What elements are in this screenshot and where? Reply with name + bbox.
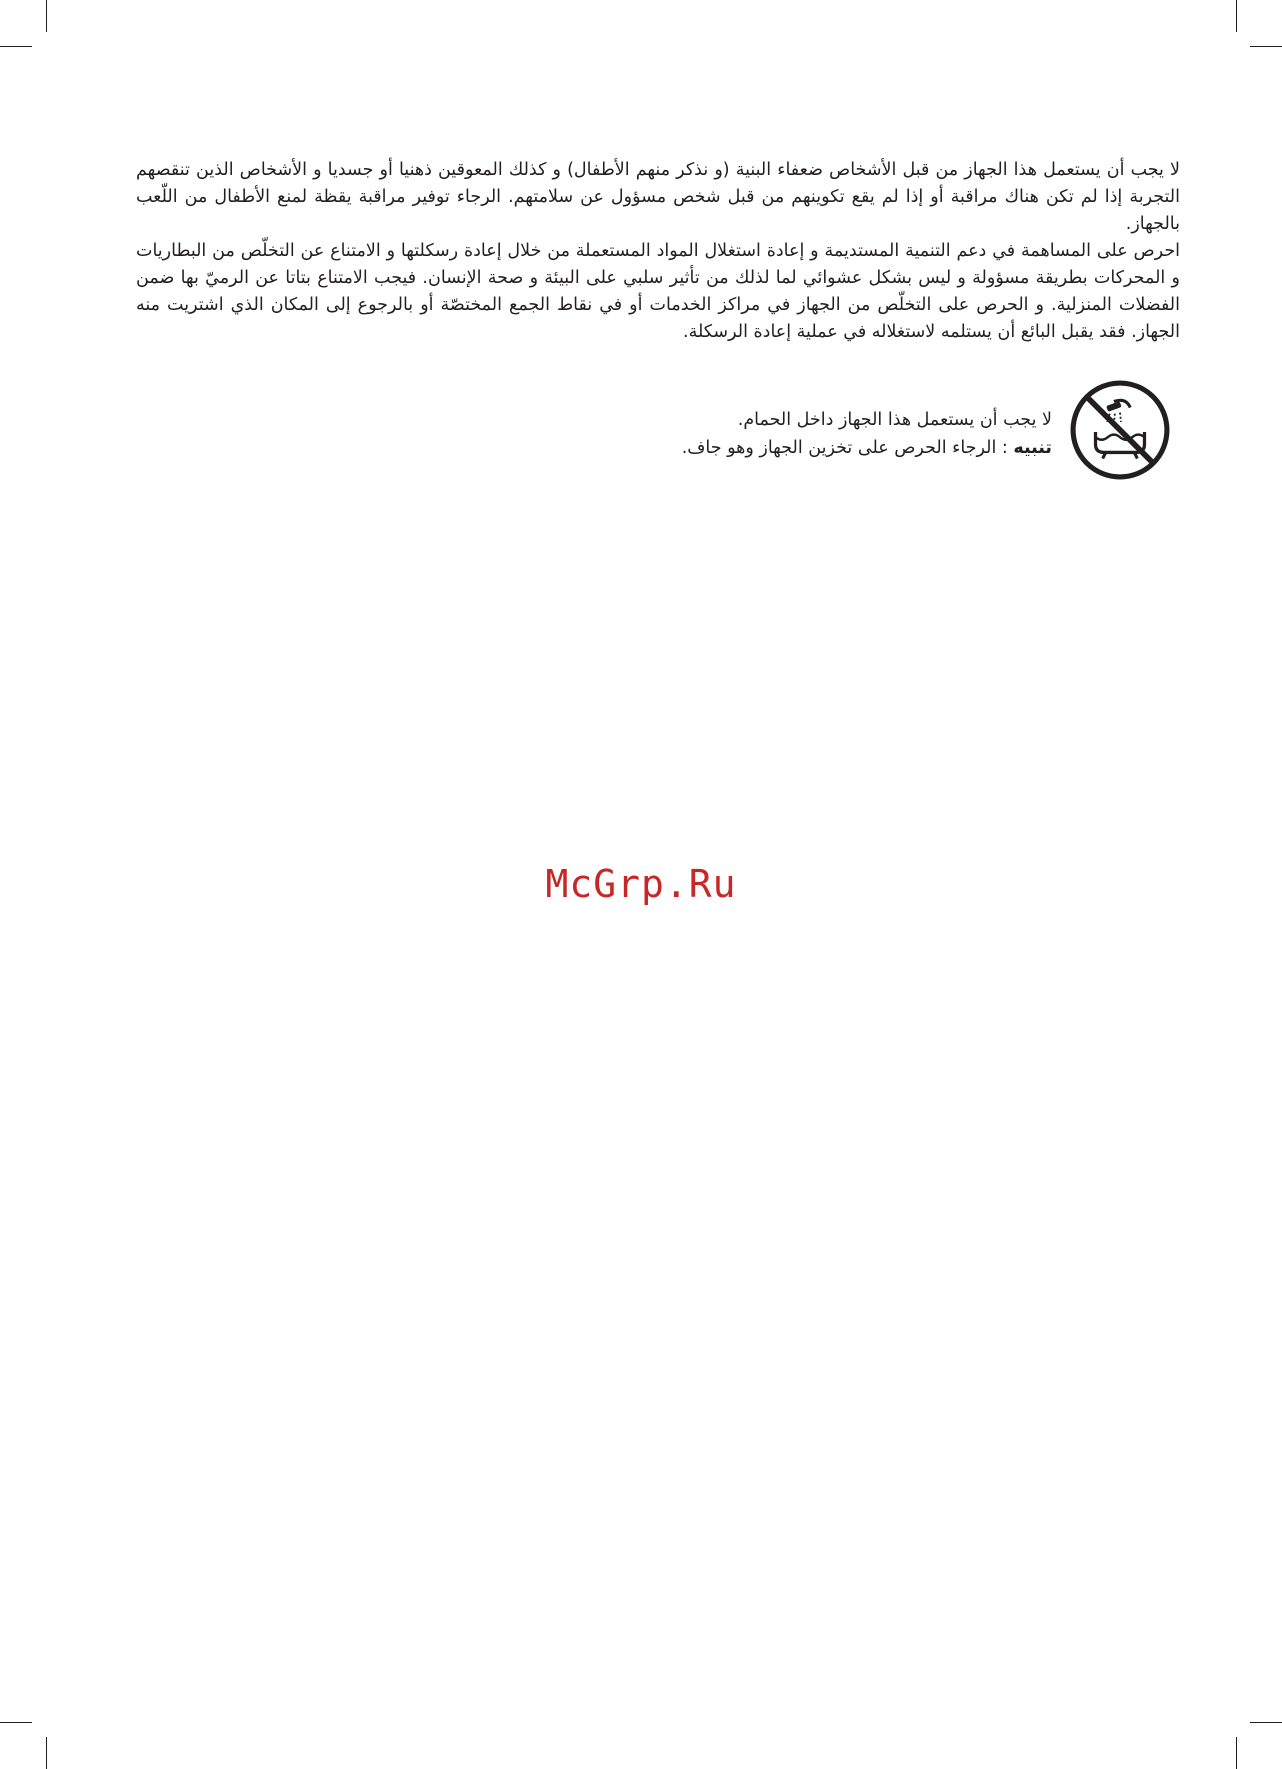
crop-mark <box>0 46 32 47</box>
caution-line <box>560 434 1052 462</box>
bathroom-warning-text: لا يجب أن يستعمل هذا الجهاز داخل الحمام. <box>737 410 1052 430</box>
crop-mark <box>1250 46 1282 47</box>
crop-mark <box>1250 1722 1282 1723</box>
recycling-paragraph: احرص على المساهمة في دعم التنمية المستديمة و إعادة استغلال المواد المستعملة من خلال إعادة رسكلتها و الامتناع عن التخلّص من البطاريات و المحركات بطريقة مسؤولة و ليس بشكل عشوائي لما لذلك من تأثير سلبي على البيئة و صحة الإنسان. فيجب الامتناع بتاتا عن الرميّ بها ضمن الفضلات المنزلية. و الحرص على التخلّص من الجهاز في مراكز الخدمات أو في نقاط الجمع المختصّة أو بالرجوع إلى المكان الذي اشتريت منه الجهاز. فقد يقبل البائع أن يستلمه لاستغلاله في عملية إعادة الرسكلة. <box>136 241 1180 342</box>
safety-paragraph: لا يجب أن يستعمل هذا الجهاز من قبل الأشخاص ضعفاء البنية (و نذكر منهم الأطفال) و كذلك المعوقين ذهنيا أو جسديا و الأشخاص الذين تنقصهم التجربة إذا لم تكن هناك مراقبة أو إذا لم يقع تكوينهم من قبل شخص مسؤول عن سلامتهم. الرجاء توفير مراقبة يقظة لمنع الأطفال من اللّعب بالجهاز. <box>136 160 1180 234</box>
crop-mark <box>0 1722 32 1723</box>
crop-mark <box>1236 0 1237 32</box>
no-use-in-bathroom-icon <box>1069 379 1171 481</box>
caution-text: : الرجاء الحرص على تخزين الجهاز وهو جاف. <box>681 438 1014 458</box>
watermark: McGrp.Ru <box>545 862 737 906</box>
caution-label: تنبيه <box>1013 438 1052 458</box>
crop-mark <box>1236 1737 1237 1769</box>
crop-mark <box>46 0 47 32</box>
bathroom-warning <box>560 406 1052 462</box>
crop-mark <box>46 1737 47 1769</box>
